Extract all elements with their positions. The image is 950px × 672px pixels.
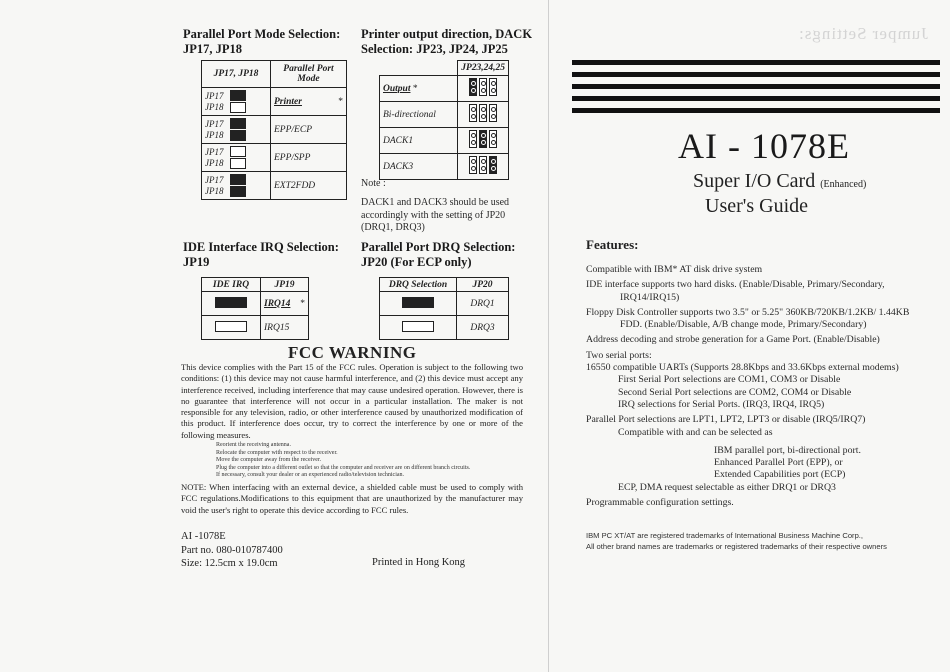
table-row bbox=[202, 88, 347, 116]
fcc-measure: Relocate the computer with respect to the receiver. bbox=[216, 449, 338, 456]
mode-label: Printer bbox=[274, 96, 302, 107]
jumper-cell bbox=[202, 144, 271, 172]
trademark-notice bbox=[586, 530, 936, 552]
parallel-mode-col2 bbox=[271, 61, 347, 88]
table-row bbox=[380, 154, 509, 180]
jumper-icon bbox=[380, 316, 457, 340]
parallel-mode-heading bbox=[183, 27, 340, 57]
direction-label: DACK3 bbox=[380, 154, 458, 180]
serial-sub-item: Second Serial Port selections are COM2, COM4 or Disable bbox=[618, 386, 852, 398]
drq-table bbox=[379, 277, 509, 340]
jumper-icon bbox=[230, 174, 246, 197]
footer-part: Part no. 080-010787400 bbox=[181, 544, 283, 556]
table-row bbox=[380, 76, 509, 102]
parallel-mode-heading-line1: Parallel Port Mode Selection: bbox=[183, 27, 341, 41]
fcc-title: FCC WARNING bbox=[288, 343, 417, 362]
default-star: * bbox=[300, 298, 305, 309]
trademark-line: All other brand names are trademarks or registered trademarks of their respective owners bbox=[586, 542, 887, 551]
footer-model: AI -1078E bbox=[181, 531, 226, 542]
printer-dir-table bbox=[379, 60, 509, 180]
fcc-note: NOTE: When interfacing with an external device, a shielded cable must be used to comply with FCC regulations.Modifications to this equipment that are unauthorized by the manufacturer may void the user's right to operate this device according to FCC rules. bbox=[181, 482, 523, 515]
feature-item: Address decoding and strobe generation for a Game Port. (Enable/Disable) bbox=[586, 334, 880, 346]
jumper-icon bbox=[202, 292, 261, 316]
printed-in: Printed in Hong Kong bbox=[372, 557, 466, 568]
drq-heading-line1: Parallel Port DRQ Selection: bbox=[361, 240, 516, 254]
drq-col1: DRQ Selection bbox=[380, 278, 457, 292]
parallel-mode-col2-line2: Mode bbox=[297, 74, 320, 84]
subtitle-text: Super I/O Card bbox=[693, 170, 816, 192]
direction-cell bbox=[380, 76, 458, 102]
feature-item: IDE interface supports two hard disks. (Enable/Disable, Primary/Secondary, IRQ14/IRQ15) bbox=[586, 279, 885, 303]
jumper-icon bbox=[380, 292, 457, 316]
ide-irq-col2: JP19 bbox=[261, 278, 309, 292]
drq-col2: JP20 bbox=[457, 278, 509, 292]
drq-value: DRQ3 bbox=[457, 316, 509, 340]
jumper-icon bbox=[230, 90, 246, 113]
table-row bbox=[380, 316, 509, 340]
irq-cell bbox=[261, 292, 309, 316]
footer-block bbox=[181, 530, 283, 571]
programmable-line: Programmable configuration settings. bbox=[586, 497, 734, 509]
default-star: * bbox=[412, 83, 418, 94]
fcc-measure: Plug the computer into a different outlet so that the computer and receiver are on different branch circuits. bbox=[216, 464, 471, 471]
fcc-measure: If necessary, consult your dealer or an experienced radio/television technician. bbox=[216, 472, 405, 479]
subtitle-enhanced: (Enhanced) bbox=[820, 179, 867, 190]
bleed-through-text: Jumper Settings: bbox=[798, 24, 928, 43]
jp18-label: JP18 bbox=[205, 130, 224, 140]
ide-irq-table bbox=[201, 277, 309, 340]
ide-irq-col1: IDE IRQ bbox=[202, 278, 261, 292]
default-star: * bbox=[338, 96, 343, 107]
fcc-measure: Reorient the receiving antenna. bbox=[216, 442, 291, 448]
serial-sub-item: IRQ selections for Serial Ports. (IRQ3, IRQ4, IRQ5) bbox=[618, 398, 825, 410]
parallel-port-line: Parallel Port selections are LPT1, LPT2, LPT3 or disable (IRQ5/IRQ7) bbox=[586, 414, 866, 426]
table-row bbox=[202, 144, 347, 172]
feature-item: Floppy Disk Controller supports two 3.5" or 5.25" 360KB/720KB/1.2KB/ 1.44KB FDD. (Enable/Disable, A/B change mode, Primary/Secondary) bbox=[586, 306, 910, 331]
printer-dir-heading-line1: Printer output direction, DACK bbox=[361, 27, 533, 41]
jp17-label: JP17 bbox=[205, 147, 224, 157]
direction-label: Output bbox=[383, 83, 411, 94]
table-row bbox=[202, 116, 347, 144]
product-title: AI - 1078E bbox=[678, 126, 850, 166]
mode-label: EPP/ECP bbox=[271, 116, 347, 144]
printer-dir-col-header: JP23,24,25 bbox=[458, 61, 509, 76]
drq-heading-line2: JP20 (For ECP only) bbox=[361, 255, 472, 269]
drq-heading bbox=[361, 240, 515, 270]
ide-irq-heading-line1: IDE Interface IRQ Selection: bbox=[183, 240, 339, 254]
jp17-label: JP17 bbox=[205, 175, 224, 185]
fcc-paragraph: This device complies with the Part 15 of the FCC rules. Operation is subject to the following two conditions: (1) this device may not cause harmful interference, and (2) this device must accept any interference received, including interference that may cause undesired operation. However, there is no guarantee that interference will not occur in a particular installation. The maker is not responsible for any television, radio, or other interference caused by unauthorized modification of this product. If interference does occur, try to correct the interference by one or more of the following measures. bbox=[181, 362, 523, 440]
fcc-measure: Move the computer away from the receiver. bbox=[216, 457, 322, 464]
note-text: DACK1 and DACK3 should be used accordingly with the setting of JP20 (DRQ1, DRQ3) bbox=[361, 197, 510, 233]
parallel-mode-col2-line1: Parallel Port bbox=[283, 64, 334, 74]
product-subtitle bbox=[693, 170, 866, 193]
ide-irq-heading-line2: JP19 bbox=[183, 255, 210, 269]
jumper-icon bbox=[458, 102, 509, 128]
table-row bbox=[380, 102, 509, 128]
mode-label: EPP/SPP bbox=[271, 144, 347, 172]
jumper-cell bbox=[202, 88, 271, 116]
features-heading: Features: bbox=[586, 237, 639, 252]
jp18-label: JP18 bbox=[205, 186, 224, 196]
jumper-icon bbox=[458, 154, 509, 180]
table-row bbox=[202, 172, 347, 200]
jp17-label: JP17 bbox=[205, 91, 224, 101]
table-row bbox=[380, 128, 509, 154]
mode-item: Extended Capabilities port (ECP) bbox=[714, 469, 846, 481]
table-row bbox=[202, 292, 309, 316]
mode-cell bbox=[271, 88, 347, 116]
printer-dir-heading-line2: Selection: JP23, JP24, JP25 bbox=[361, 42, 508, 56]
serial-sub-item: First Serial Port selections are COM1, COM3 or Disable bbox=[618, 374, 841, 386]
jumper-icon bbox=[458, 128, 509, 154]
jp18-label: JP18 bbox=[205, 102, 224, 112]
table-row bbox=[380, 292, 509, 316]
printer-dir-heading bbox=[361, 27, 532, 57]
feature-item: Compatible with IBM* AT disk drive system bbox=[586, 264, 763, 275]
jumper-icon bbox=[202, 316, 261, 340]
jumper-cell bbox=[202, 172, 271, 200]
irq-value: IRQ15 bbox=[261, 316, 309, 340]
user-guide-title: User's Guide bbox=[705, 195, 809, 217]
compat-line: Compatible with and can be selected as bbox=[618, 426, 773, 438]
trademark-line: IBM PC XT/AT are registered trademarks of International Business Machine Corp., bbox=[586, 531, 864, 540]
mode-label: EXT2FDD bbox=[271, 172, 347, 200]
footer-size: Size: 12.5cm x 19.0cm bbox=[181, 558, 278, 569]
feature-item: Two serial ports: bbox=[586, 349, 652, 361]
ecp-line: ECP, DMA request selectable as either DRQ1 or DRQ3 bbox=[618, 481, 836, 493]
jumper-icon bbox=[230, 118, 246, 141]
parallel-mode-col1: JP17, JP18 bbox=[202, 61, 271, 88]
mode-item: IBM parallel port, bi-directional port. bbox=[714, 444, 861, 456]
drq-value: DRQ1 bbox=[457, 292, 509, 316]
fcc-measures bbox=[216, 442, 526, 480]
jp18-label: JP18 bbox=[205, 158, 224, 168]
jp17-label: JP17 bbox=[205, 119, 224, 129]
page-fold bbox=[548, 0, 549, 672]
jumper-icon bbox=[458, 76, 509, 102]
jumper-icon bbox=[230, 146, 246, 169]
direction-label: DACK1 bbox=[380, 128, 458, 154]
note-label: Note : bbox=[361, 178, 386, 189]
parallel-mode-table bbox=[201, 60, 347, 200]
irq-value: IRQ14 bbox=[264, 298, 291, 309]
table-row bbox=[202, 316, 309, 340]
direction-label: Bi-directional bbox=[380, 102, 458, 128]
serial-uart-line: 16550 compatible UARTs (Supports 28.8Kbps and 33.6Kbps external modems) bbox=[586, 362, 899, 374]
jumper-cell bbox=[202, 116, 271, 144]
mode-item: Enhanced Parallel Port (EPP), or bbox=[714, 457, 843, 469]
ide-irq-heading bbox=[183, 240, 339, 270]
features-list bbox=[586, 264, 931, 509]
parallel-mode-heading-line2: JP17, JP18 bbox=[183, 42, 243, 56]
